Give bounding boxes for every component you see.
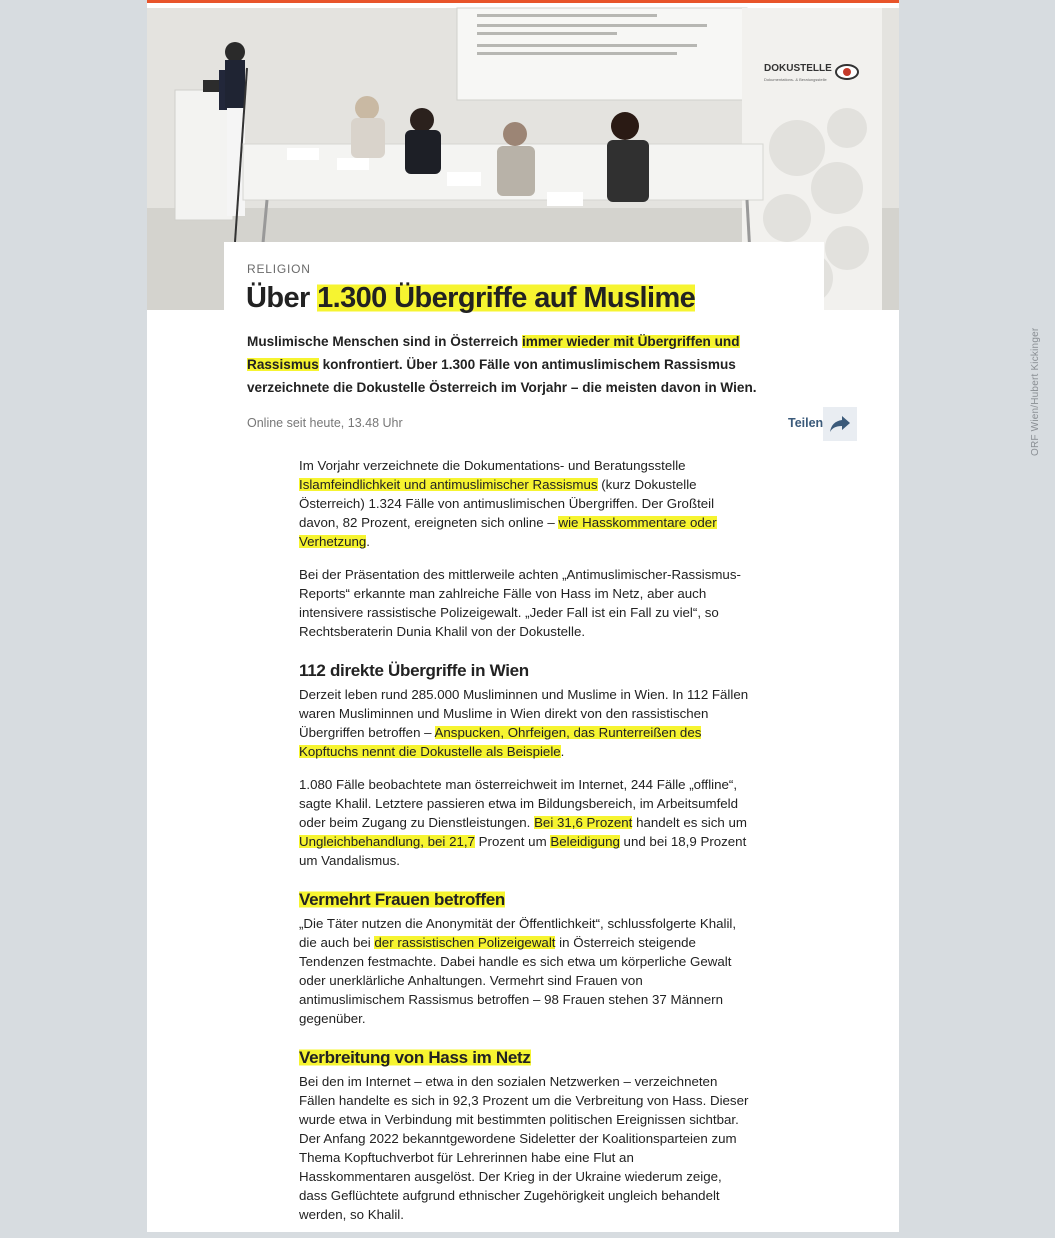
p1-highlight-1: Islamfeindlichkeit und antimuslimischer Rassismus: [299, 477, 598, 492]
paragraph-1: [299, 456, 749, 551]
p5-text-b: in Österreich steigende Tendenzen festmachte. Dabei handle es sich etwa um körperliche Gewalt oder unerklärliche Anhaltungen. Vermehrt sind Frauen von antimuslimischem Rassismus betroffen – 98 Frauen stehen 37 Männern gegenüber.: [299, 935, 732, 1026]
p5-text-a: „Die Täter nutzen die Anonymität der Öffentlichkeit“, schlussfolgerte Khalil, die auch bei: [299, 916, 737, 950]
subheading-2: [299, 888, 749, 912]
p4-highlight-2: Ungleichbehandlung, bei 21,7: [299, 834, 475, 849]
paragraph-4: [299, 775, 749, 870]
top-accent-bar: [147, 0, 899, 3]
lead-text-b: konfrontiert. Über 1.300 Fälle von antimuslimischem Rassismus verzeichnete die Dokustelle Österreich im Vorjahr – die meisten davon in Wien.: [247, 357, 757, 395]
article-header-card: [224, 242, 824, 472]
subheading-3: [299, 1046, 749, 1070]
sign-subtext: Dokumentations- & Beratungsstelle: [764, 77, 827, 82]
title-highlight: 1.300 Übergriffe auf Muslime: [317, 282, 696, 314]
share-button[interactable]: [823, 407, 857, 441]
p4-text-c: Prozent um: [474, 834, 551, 849]
publish-time: Online seit heute, 13.48 Uhr: [247, 416, 403, 430]
p5-highlight: der rassistischen Polizeigewalt: [374, 935, 556, 950]
p4-highlight-1: Bei 31,6 Prozent: [534, 815, 633, 830]
paragraph-5: [299, 914, 749, 1028]
article-category[interactable]: RELIGION: [247, 262, 311, 276]
p1-text-c: .: [366, 534, 370, 549]
p3-text-a: Derzeit leben rund 285.000 Musliminnen und Muslime in Wien. In 112 Fällen waren Musliminnen und Muslime in Wien direkt von den rassistischen Übergriffen betroffen –: [299, 687, 749, 740]
sign-text: DOKUSTELLE: [764, 63, 832, 74]
paragraph-2: Bei der Präsentation des mittlerweile achten „Antimuslimischer-Rassismus-Reports“ erkannte man zahlreiche Fälle von Hass im Netz, aber auch intensivere rassistische Polizeigewalt. „Jeder Fall ist ein Fall zu viel“, so Rechtsberaterin Dunia Khalil von der Dokustelle.: [299, 567, 741, 639]
p1-text-a: Im Vorjahr verzeichnete die Dokumentations- und Beratungsstelle: [299, 458, 686, 473]
photo-credit: ORF Wien/Hubert Kickinger: [1030, 327, 1041, 456]
lead-text-a: Muslimische Menschen sind in Österreich: [247, 334, 522, 349]
paragraph-6: Bei den im Internet – etwa in den sozialen Netzwerken – verzeichneten Fällen handelte es sich in 92,3 Prozent um die Verbreitung von Hass. Dieser wurde etwa in Verbindung mit bestimmten politischen Ereignissen sichtbar. Der Anfang 2022 bekanntgewordene Sideletter der Koalitionsparteien zum Thema Kopftuchverbot für Lehrerinnen habe eine Flut an Hasskommentaren ausgelöst. Der Krieg in der Ukraine wiederum zeige, dass Geflüchtete aufgrund ethnischer Zugehörigkeit ungleich behandelt werden, so Khalil.: [299, 1074, 749, 1222]
subheading-3-text: Verbreitung von Hass im Netz: [299, 1048, 531, 1067]
p4-text-d: und bei 18,9 Prozent um Vandalismus.: [299, 834, 747, 868]
p4-text-a: 1.080 Fälle beobachtete man österreichweit im Internet, 244 Fälle „offline“, sagte Khalil. Letztere passieren etwa im Bildungsbereich, im Arbeitsumfeld oder beim Zugang zu Dienstleistungen.: [299, 777, 739, 830]
share-label[interactable]: Teilen: [788, 416, 824, 430]
article-title: [246, 282, 695, 315]
lead-highlight: immer wieder mit Übergriffen und Rassismus: [247, 334, 740, 372]
p4-text-b: handelt es sich um: [632, 815, 747, 830]
share-arrow-icon: [829, 415, 851, 433]
subheading-2-text: Vermehrt Frauen betroffen: [299, 890, 505, 909]
title-prefix: Über: [246, 282, 318, 314]
article-lead: [247, 330, 807, 399]
p3-text-b: .: [560, 744, 565, 759]
article-body: [299, 456, 749, 1238]
p1-highlight-2: wie Hasskommentare oder Verhetzung: [299, 515, 717, 549]
p1-text-b: (kurz Dokustelle Österreich) 1.324 Fälle von antimuslimischen Übergriffen. Der Großteil davon, 82 Prozent, ereigneten sich online –: [299, 477, 715, 530]
paragraph-3: [299, 685, 749, 761]
p4-highlight-3: Beleidigung: [550, 834, 620, 849]
p3-highlight: Anspucken, Ohrfeigen, das Runterreißen des Kopftuchs nennt die Dokustelle als Beispiele: [299, 725, 702, 759]
subheading-1: 112 direkte Übergriffe in Wien: [299, 661, 529, 680]
